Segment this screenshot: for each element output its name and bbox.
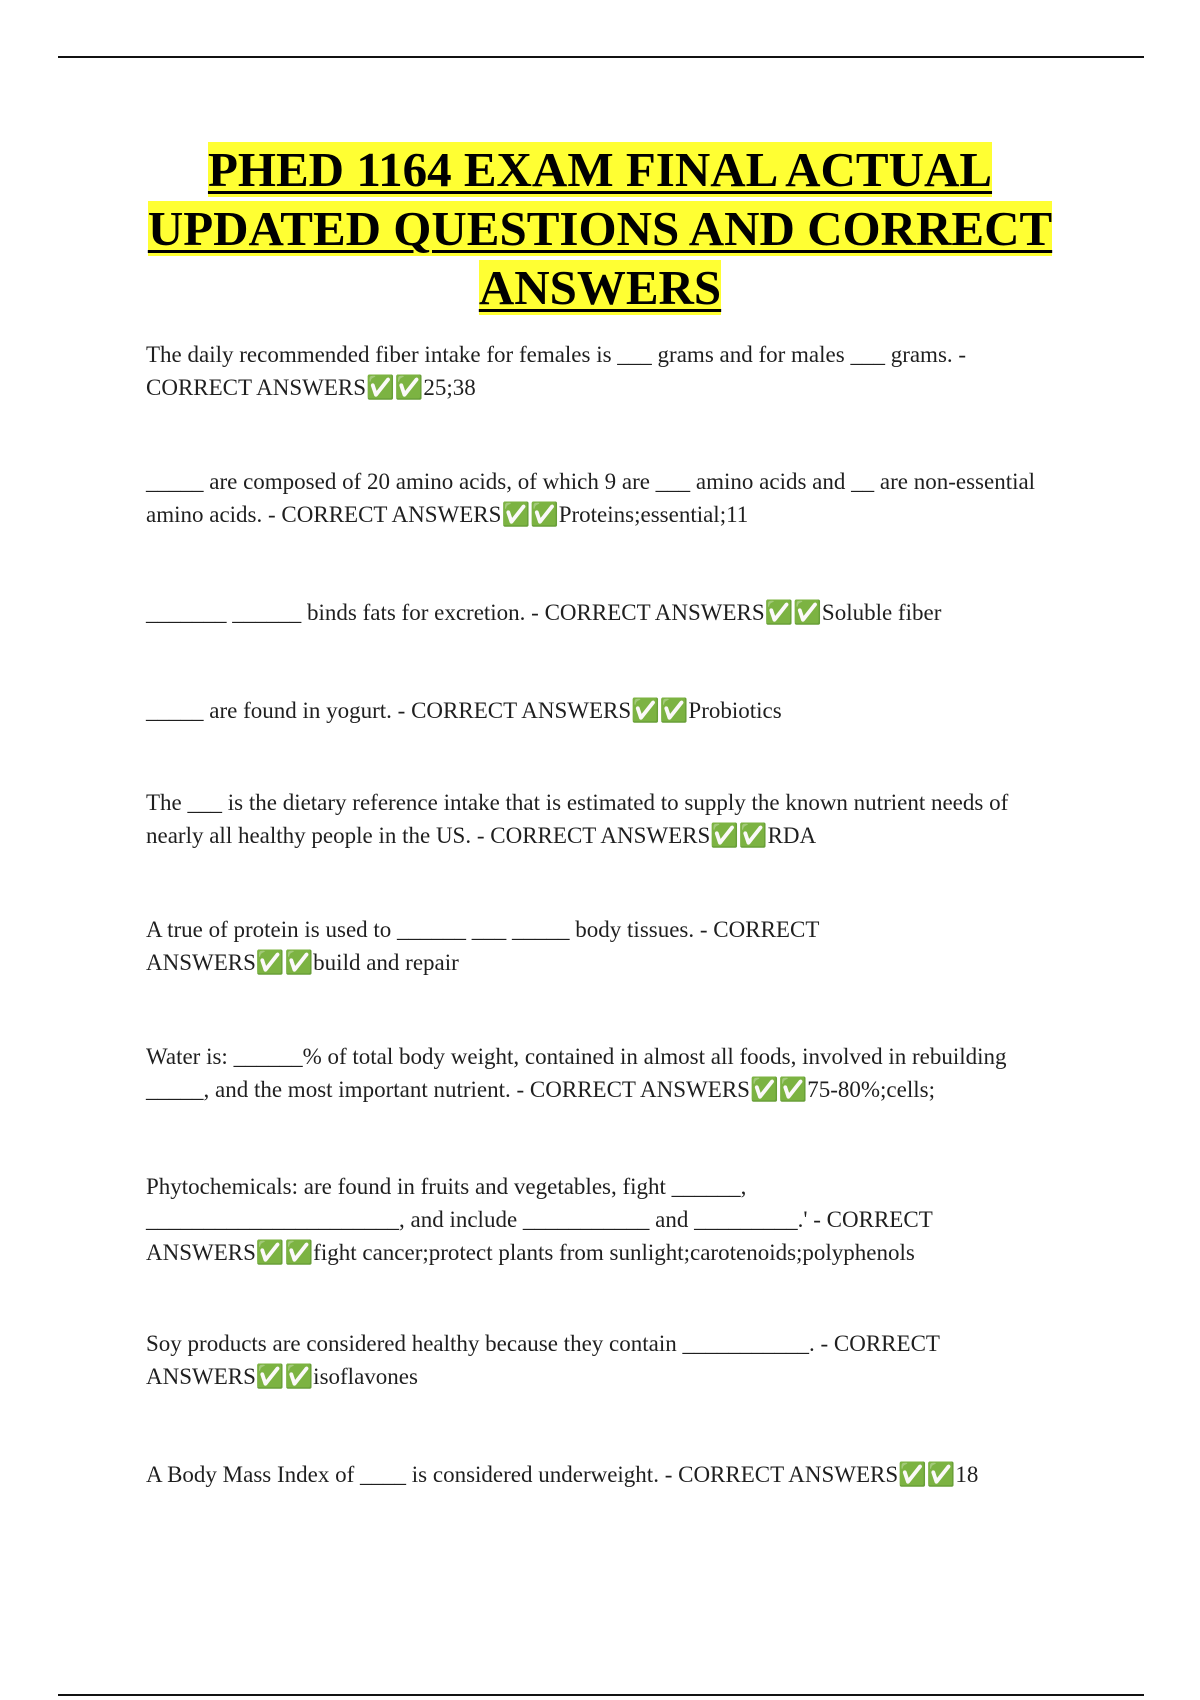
qa-item-1: The daily recommended fiber intake for females is ___ grams and for males ___ grams. - CORRECT ANSWERS✅✅25;38 (146, 342, 967, 400)
qa-item-7: Water is: ______% of total body weight, contained in almost all foods, involved in rebuilding _____, and the most important nutrient. - CORRECT ANSWERS✅✅75-80%;cells; (146, 1044, 1007, 1102)
qa-item-4: _____ are found in yogurt. - CORRECT ANSWERS✅✅Probiotics (146, 698, 782, 723)
bottom-rule (58, 1694, 1144, 1696)
qa-item-9: Soy products are considered healthy because they contain ___________. - CORRECT ANSWERS✅✅isoflavones (146, 1331, 940, 1389)
title-line-3: ANSWERS (478, 260, 722, 315)
title-line-1: PHED 1164 EXAM FINAL ACTUAL (207, 142, 993, 197)
qa-item-10: A Body Mass Index of ____ is considered underweight. - CORRECT ANSWERS✅✅18 (146, 1462, 979, 1487)
document-title (100, 140, 1100, 317)
qa-item-6: A true of protein is used to ______ ___ _____ body tissues. - CORRECT ANSWERS✅✅build and repair (146, 917, 819, 975)
qa-item-8: Phytochemicals: are found in fruits and vegetables, fight ______, ______________________, and include ___________ and _________.' - CORRECT ANSWERS✅✅fight cancer;protect plants from sunlight;carotenoids;polyphenols (146, 1174, 933, 1265)
qa-item-5: The ___ is the dietary reference intake that is estimated to supply the known nutrient needs of nearly all healthy people in the US. - CORRECT ANSWERS✅✅RDA (146, 790, 1009, 848)
qa-item-2: _____ are composed of 20 amino acids, of which 9 are ___ amino acids and __ are non-essential amino acids. - CORRECT ANSWERS✅✅Proteins;essential;11 (146, 469, 1036, 527)
top-rule (58, 56, 1144, 58)
qa-item-3: _______ ______ binds fats for excretion. - CORRECT ANSWERS✅✅Soluble fiber (146, 600, 942, 625)
title-line-2: UPDATED QUESTIONS AND CORRECT (147, 201, 1053, 256)
